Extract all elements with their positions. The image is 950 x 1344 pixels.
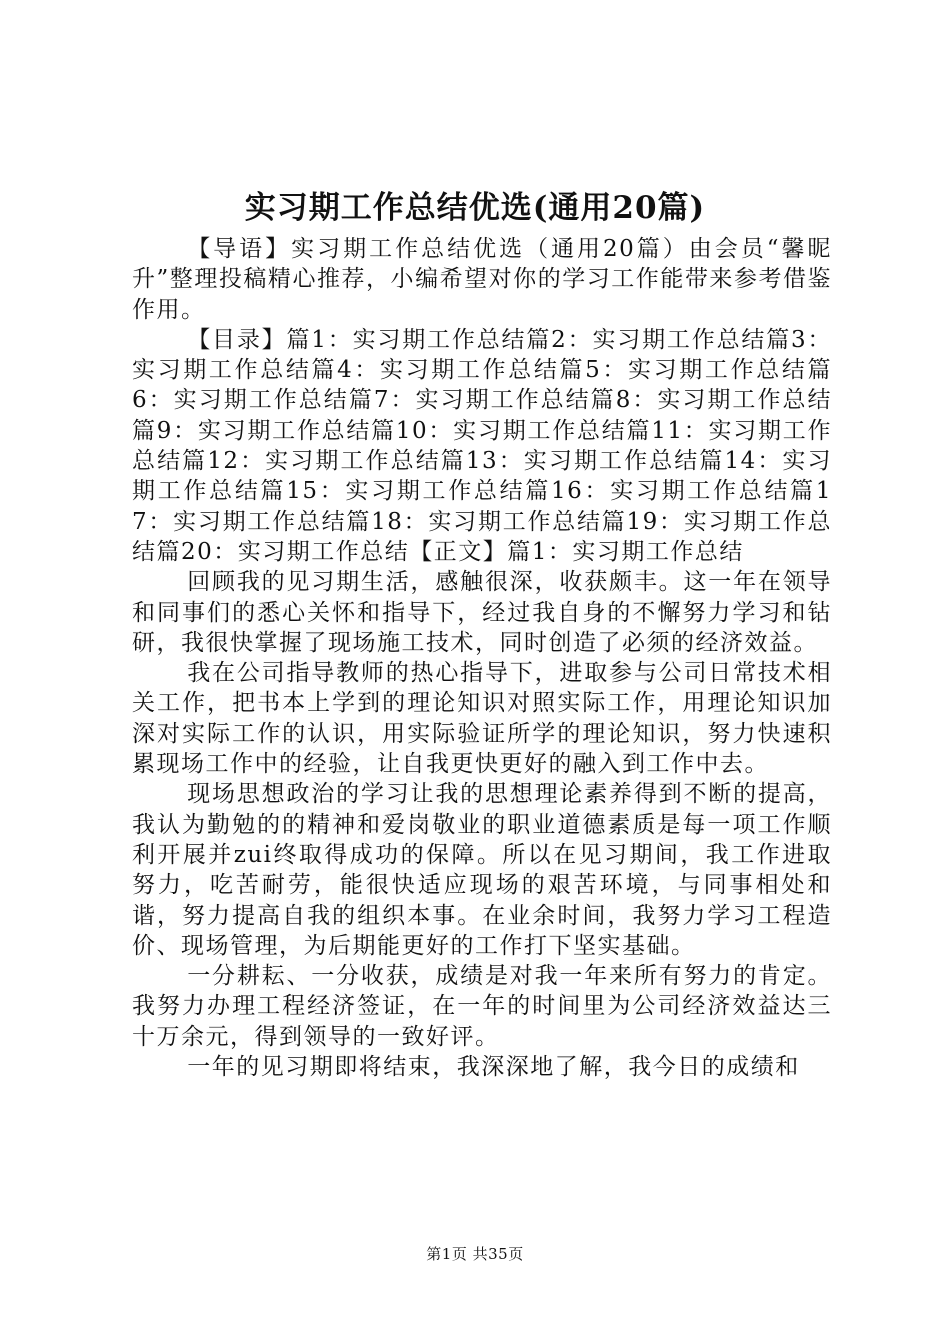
page-number-footer: 第1页 共35页 bbox=[426, 1245, 524, 1263]
body-paragraph: 我在公司指导教师的热心指导下，进取参与公司日常技术相关工作，把书本上学到的理论知识对照实际工作，用理论知识加深对实际工作的认识，用实际验证所学的理论知识，努力快速积累现场工作中的经验，让自我更快更好的融入到工作中去。 bbox=[132, 660, 832, 778]
body-paragraph: 一年的见习期即将结束，我深深地了解，我今日的成绩和 bbox=[187, 1054, 800, 1081]
body-paragraph: 现场思想政治的学习让我的思想理论素养得到不断的提高，我认为勤勉的的精神和爱岗敬业的职业道德素质是每一项工作顺利开展并zui终取得成功的保障。所以在见习期间，我工作进取努力，吃苦耐劳，能很快适应现场的艰苦环境，与同事相处和谐，努力提高自我的组织本事。在业余时间，我努力学习工程造价、现场管理，为后期能更好的工作打下坚实基础。 bbox=[132, 781, 832, 959]
document-body bbox=[132, 234, 832, 1082]
document-title: 实习期工作总结优选(通用20篇) bbox=[244, 190, 706, 226]
body-paragraph: 回顾我的见习期生活，感触很深，收获颇丰。这一年在领导和同事们的悉心关怀和指导下，经过我自身的不懈努力学习和钻研，我很快掌握了现场施工技术，同时创造了必须的经济效益。 bbox=[132, 569, 832, 656]
intro-paragraph: 【导语】实习期工作总结优选（通用20篇）由会员“馨昵升”整理投稿精心推荐，小编希望对你的学习工作能带来参考借鉴作用。 bbox=[132, 236, 832, 323]
body-paragraph: 一分耕耘、一分收获，成绩是对我一年来所有努力的肯定。我努力办理工程经济签证，在一年的时间里为公司经济效益达三十万余元，得到领导的一致好评。 bbox=[132, 963, 832, 1050]
toc-paragraph: 【目录】篇1：实习期工作总结篇2：实习期工作总结篇3：实习期工作总结篇4：实习期工作总结篇5：实习期工作总结篇6：实习期工作总结篇7：实习期工作总结篇8：实习期工作总结篇9：实习期工作总结篇10：实习期工作总结篇11：实习期工作总结篇12：实习期工作总结篇13：实习期工作总结篇14：实习期工作总结篇15：实习期工作总结篇16：实习期工作总结篇17：实习期工作总结篇18：实习期工作总结篇19：实习期工作总结篇20：实习期工作总结【正文】篇1：实习期工作总结 bbox=[132, 326, 832, 565]
